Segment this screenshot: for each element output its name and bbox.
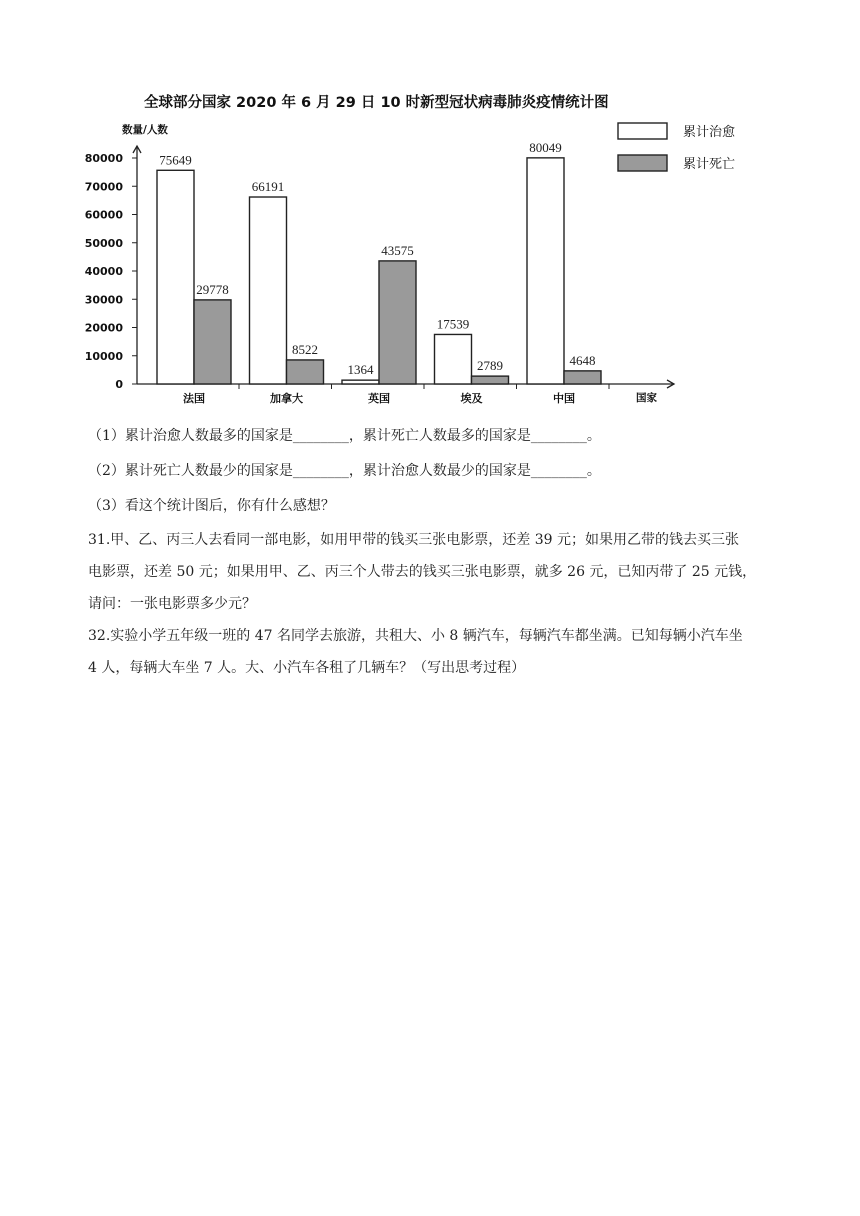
chart-title: 全球部分国家 2020 年 6 月 29 日 10 时新型冠状病毒肺炎疫情统计图 xyxy=(144,95,609,111)
bar xyxy=(472,376,509,384)
data-label: 2789 xyxy=(477,358,503,374)
problem-32-line: 4 人，每辆大车坐 7 人。大、小汽车各租了几辆车？（写出思考过程） xyxy=(88,660,526,676)
legend-swatch xyxy=(618,123,667,139)
y-tick-label: 80000 xyxy=(84,152,123,165)
data-label: 29778 xyxy=(196,281,229,297)
problem-31-line: 31.甲、乙、丙三人去看同一部电影，如用甲带的钱买三张电影票，还差 39 元；如果用乙带的钱去买三张 xyxy=(88,532,739,548)
data-label: 8522 xyxy=(292,341,318,357)
y-tick-label: 40000 xyxy=(84,265,123,278)
data-label: 1364 xyxy=(347,362,374,378)
y-tick-label: 70000 xyxy=(84,180,123,194)
problem-32-line: 32.实验小学五年级一班的 47 名同学去旅游，共租大、小 8 辆汽车，每辆汽车都坐满。已知每辆小汽车坐 xyxy=(88,628,743,644)
y-tick-label: 50000 xyxy=(84,236,123,250)
category-label: 加拿大 xyxy=(270,392,303,405)
question-1: （1）累计治愈人数最多的国家是________，累计死亡人数最多的国家是________。 xyxy=(88,428,601,444)
data-label: 43575 xyxy=(381,242,414,258)
chart-bars xyxy=(157,140,601,384)
category-label: 埃及 xyxy=(460,392,483,405)
legend-swatch xyxy=(618,155,667,171)
data-label: 75649 xyxy=(159,152,192,168)
category-label: 英国 xyxy=(368,392,390,405)
category-label: 法国 xyxy=(183,392,205,405)
problem-31 xyxy=(88,524,778,620)
bar xyxy=(342,380,379,384)
bar xyxy=(194,300,231,384)
problem-31-line: 请问：一张电影票多少元？ xyxy=(88,596,256,612)
data-label: 80049 xyxy=(529,139,562,155)
category-labels xyxy=(183,384,609,405)
legend-label: 累计治愈 xyxy=(683,125,736,140)
question-2: （2）累计死亡人数最少的国家是________，累计治愈人数最少的国家是________。 xyxy=(88,463,601,479)
bar xyxy=(564,371,601,384)
problem-31-line: 电影票，还差 50 元；如果用甲、乙、丙三个人带去的钱买三张电影票，就多 26 元，已知丙带了 25 元钱， xyxy=(88,564,757,580)
data-label: 66191 xyxy=(251,179,285,195)
data-label: 4648 xyxy=(569,352,596,368)
y-ticks xyxy=(85,152,137,391)
covid-bar-chart xyxy=(70,86,770,416)
bar xyxy=(157,170,194,384)
bar xyxy=(435,334,472,384)
y-tick-label: 10000 xyxy=(84,349,123,363)
chart-svg xyxy=(70,86,770,416)
data-label: 17539 xyxy=(436,316,470,332)
question-3: （3）看这个统计图后，你有什么感想？ xyxy=(88,498,335,514)
legend-label: 累计死亡 xyxy=(683,157,736,172)
bar xyxy=(527,158,564,384)
bar xyxy=(379,261,416,384)
category-label: 中国 xyxy=(553,392,575,405)
bar xyxy=(287,360,324,384)
y-tick-label: 20000 xyxy=(84,321,123,335)
y-tick-label: 0 xyxy=(115,378,123,391)
y-axis-label: 数量/人数 xyxy=(122,124,168,136)
y-tick-label: 60000 xyxy=(84,208,123,222)
x-axis-label: 国家 xyxy=(636,392,657,404)
chart-legend xyxy=(618,123,735,172)
problem-32 xyxy=(88,620,778,684)
bar xyxy=(250,197,287,384)
y-tick-label: 30000 xyxy=(84,293,123,307)
